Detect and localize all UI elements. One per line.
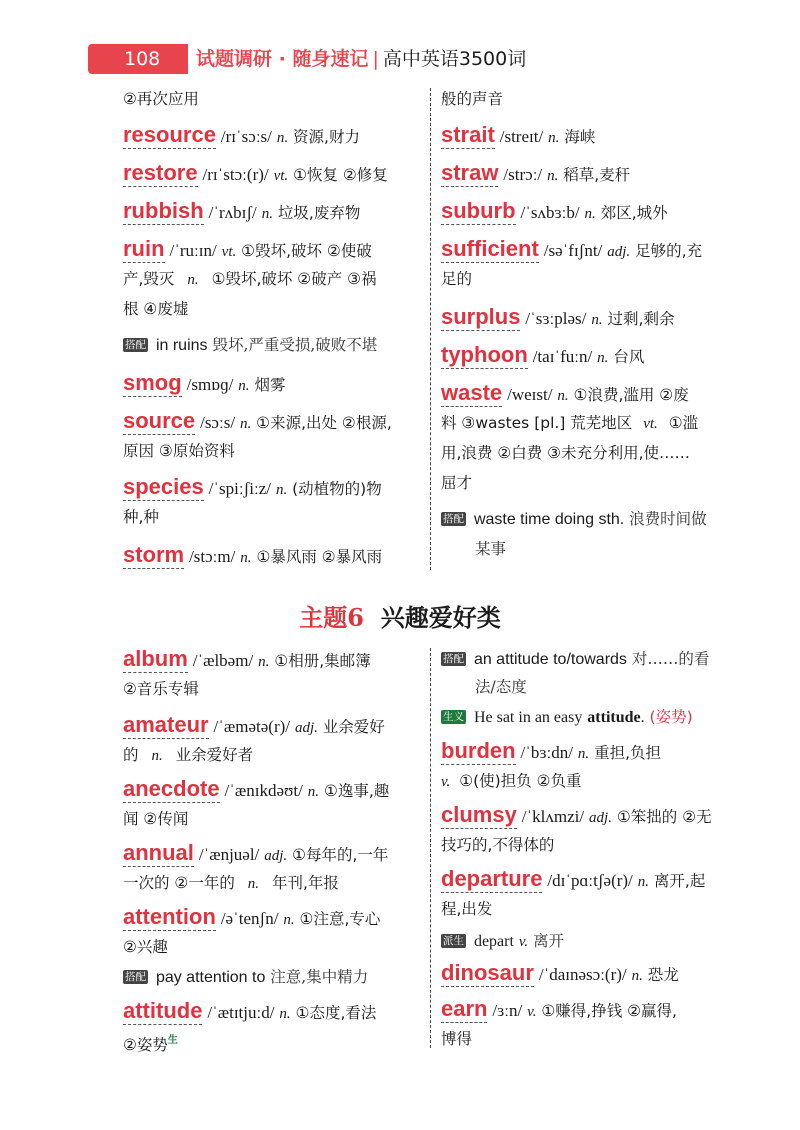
headword: strait [441, 122, 495, 147]
entry-anecdote-line2: 闻 ②传闻 [123, 810, 189, 828]
headword: amateur [123, 712, 209, 737]
example-attitude: 生义 He sat in an easy attitude. (姿势) [443, 708, 693, 726]
entry-attention-line2: ②兴趣 [123, 938, 168, 956]
headword: anecdote [123, 776, 220, 801]
collocation-waste-time: 搭配 waste time doing sth. 浪费时间做 [443, 510, 707, 528]
entry-album-line2: ②音乐专辑 [123, 680, 199, 698]
page-number: 108 [88, 44, 188, 74]
derive-tag: 派生 [443, 935, 464, 947]
entry-burden-line2: v. ①(使)担负 ②负重 [441, 772, 582, 790]
headword: burden [441, 738, 516, 763]
entry-typhoon: typhoon /taɪˈfuːn/ n. 台风 [441, 342, 645, 367]
entry-ruin: ruin /ˈruːɪn/ vt. ①毁坏,破坏 ②使破 [123, 236, 372, 261]
entry-anecdote: anecdote /ˈænɪkdəʊt/ n. ①逸事,趣 [123, 776, 390, 801]
entry-waste-line2: 料 ③wastes [pl.] 荒芜地区 vt. ①滥 [441, 414, 699, 432]
entry-species-line2: 种,种 [123, 508, 159, 526]
entry-ruin-line3: 根 ④废墟 [123, 300, 189, 318]
headword: typhoon [441, 342, 528, 367]
collocation-tag: 搭配 [443, 513, 464, 525]
continued-definition: ②再次应用 [123, 90, 199, 108]
entry-sufficient-line2: 足的 [441, 270, 473, 288]
book-title: 高中英语3500词 [382, 48, 527, 70]
entry-annual-line2: 一次的 ②一年的 n. 年刊,年报 [123, 874, 339, 892]
headword: album [123, 646, 188, 671]
entry-earn-line2: 博得 [441, 1030, 473, 1048]
headword: source [123, 408, 196, 433]
collocation-tag: 搭配 [443, 653, 464, 665]
exam-tag: 生义 [443, 711, 464, 723]
entry-clumsy: clumsy /ˈklʌmzi/ adj. ①笨拙的 ②无 [441, 802, 712, 827]
headword: attitude [123, 998, 203, 1023]
headword: sufficient [441, 236, 539, 261]
headword: storm [123, 542, 185, 567]
section-title: 主题6 兴趣爱好类 [299, 603, 501, 632]
entry-strait: strait /streɪt/ n. 海峡 [441, 122, 596, 147]
entry-restore: restore /rɪˈstɔː(r)/ vt. ①恢复 ②修复 [123, 160, 388, 185]
collocation-attitude-to-line2: 法/态度 [475, 678, 527, 696]
entry-waste-line4: 屈才 [441, 474, 473, 492]
entry-earn: earn /ɜːn/ v. ①赚得,挣钱 ②赢得, [441, 996, 677, 1021]
entry-burden: burden /ˈbɜːdn/ n. 重担,负担 [441, 738, 662, 763]
headword: restore [123, 160, 198, 185]
entry-sufficient: sufficient /səˈfɪʃnt/ adj. 足够的,充 [441, 236, 703, 261]
entry-storm: storm /stɔːm/ n. ①暴风雨 ②暴风雨 [123, 542, 383, 567]
entry-album: album /ˈælbəm/ n. ①相册,集邮簿 [123, 646, 371, 671]
entry-clumsy-line2: 技巧的,不得体的 [441, 836, 555, 854]
headword: clumsy [441, 802, 517, 827]
headword: surplus [441, 304, 521, 329]
entry-attitude: attitude /ˈætɪtjuːd/ n. ①态度,看法 [123, 998, 377, 1023]
entry-attention: attention /əˈtenʃn/ n. ①注意,专心 [123, 904, 381, 929]
headword: departure [441, 866, 543, 891]
entry-source: source /sɔːs/ n. ①来源,出处 ②根源, [123, 408, 392, 433]
exam-mark: 生 [167, 1035, 178, 1046]
entry-surplus: surplus /ˈsɜːpləs/ n. 过剩,剩余 [441, 304, 675, 329]
entry-dinosaur: dinosaur /ˈdaɪnəsɔː(r)/ n. 恐龙 [441, 960, 679, 985]
entry-amateur-line2: 的 n. 业余爱好者 [123, 746, 254, 764]
collocation-waste-time-line2: 某事 [475, 540, 507, 558]
entry-source-line2: 原因 ③原始资料 [123, 442, 235, 460]
entry-waste: waste /weɪst/ n. ①浪费,滥用 ②废 [441, 380, 689, 405]
entry-amateur: amateur /ˈæmətə(r)/ adj. 业余爱好 [123, 712, 385, 737]
entry-straw: straw /strɔː/ n. 稻草,麦秆 [441, 160, 631, 185]
entry-departure-line2: 程,出发 [441, 900, 493, 918]
entry-attitude-line2: ②姿势$^生$ [123, 1035, 178, 1054]
headword: rubbish [123, 198, 204, 223]
collocation-pay-attention: 搭配 pay attention to 注意,集中精力 [125, 968, 369, 986]
derivative-depart: 派生 depart v. 离开 [443, 932, 565, 950]
headword: annual [123, 840, 194, 865]
headword: attention [123, 904, 216, 929]
header-separator: | [372, 48, 379, 70]
headword: resource [123, 122, 216, 147]
headword: ruin [123, 236, 165, 261]
entry-species: species /ˈspiːʃiːz/ n. (动植物的)物 [123, 474, 382, 499]
headword: straw [441, 160, 499, 185]
collocation-in-ruins: 搭配 in ruins 毁坏,严重受损,破败不堪 [125, 336, 378, 354]
headword: species [123, 474, 204, 499]
collocation-tag: 搭配 [125, 971, 146, 983]
entry-suburb: suburb /ˈsʌbɜːb/ n. 郊区,城外 [441, 198, 668, 223]
headword: dinosaur [441, 960, 534, 985]
entry-annual: annual /ˈænjuəl/ adj. ①每年的,一年 [123, 840, 389, 865]
entry-smog: smog /smɒɡ/ n. 烟雾 [123, 370, 286, 395]
column-divider-top [430, 88, 431, 570]
collocation-attitude-to: 搭配 an attitude to/towards 对……的看 [443, 650, 710, 668]
entry-resource: resource /rɪˈsɔːs/ n. 资源,财力 [123, 122, 360, 147]
headword: waste [441, 380, 503, 405]
series-title: 试题调研 · 随身速记 | 高中英语3500词 [196, 48, 527, 70]
entry-departure: departure /dɪˈpɑːtʃə(r)/ n. 离开,起 [441, 866, 706, 891]
collocation-tag: 搭配 [125, 339, 146, 351]
entry-ruin-line2: 产,毁灭 n. ①毁坏,破坏 ②破产 ③祸 [123, 270, 377, 288]
entry-waste-line3: 用,浪费 ②白费 ③未充分利用,使…… [441, 444, 690, 462]
page-header [0, 44, 800, 78]
headword: earn [441, 996, 488, 1021]
continued-definition: 般的声音 [441, 90, 504, 108]
entry-rubbish: rubbish /ˈrʌbɪʃ/ n. 垃圾,废弃物 [123, 198, 361, 223]
column-divider-bottom [430, 648, 431, 1048]
headword: suburb [441, 198, 516, 223]
headword: smog [123, 370, 182, 395]
